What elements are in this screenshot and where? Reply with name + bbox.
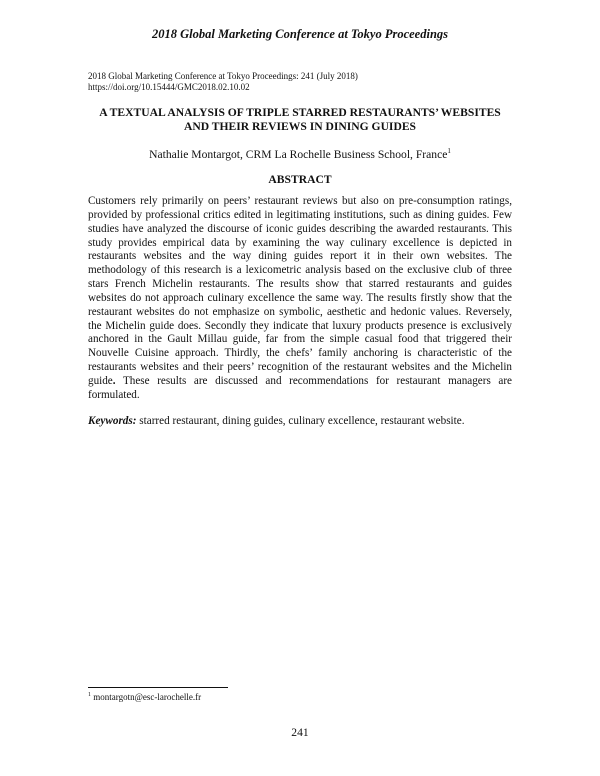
author-name: Nathalie Montargot, CRM La Rochelle Business School, France (149, 148, 448, 161)
paper-title-line-2: AND THEIR REVIEWS IN DINING GUIDES (183, 120, 417, 133)
citation-line: 2018 Global Marketing Conference at Tokyo Proceedings: 241 (July 2018) (88, 71, 358, 81)
footnote (88, 692, 201, 702)
keywords-text: starred restaurant, dining guides, culinary excellence, restaurant website. (136, 415, 465, 427)
abstract-heading: ABSTRACT (268, 173, 332, 186)
running-header: 2018 Global Marketing Conference at Tokyo Proceedings (151, 27, 449, 41)
footnote-email[interactable]: montargotn@esc-larochelle.fr (91, 692, 202, 702)
footnote-divider (88, 687, 228, 688)
paper-title (60, 106, 540, 134)
author-line (0, 147, 600, 161)
paper-title-line-1: A TEXTUAL ANALYSIS OF TRIPLE STARRED RESTAURANTS’ WEBSITES (99, 106, 501, 119)
footnote-mark: 1 (88, 692, 91, 698)
abstract-text: Customers rely primarily on peers’ restaurant reviews but also on pre-consumption ratings, provided by professional critics edited in legitimating institutions, such as dining guides. Few studies have analyzed the discourse of iconic guides describing the awarded restaurants. This study provides empirical data by examining the way culinary excellence is depicted in restaurants websites and the way dining guides report it in their own websites. The methodology of this research is a lexicometric analysis based on the exclusive club of three stars French Michelin restaurants. The results show that starred restaurants and guides websites do not approach culinary excellence the same way. The results firstly show that the restaurant websites do not emphasize on symbolic, aesthetic and hedonic values. Reversely, the Michelin guide does. Secondly they indicate that luxury products presence is exclusively anchored in the Gault Millau guide, far from the simple casual food that triggered their Nouvelle Cuisine approach. Thirdly, the chefs’ family anchoring is characteristic of the restaurants websites and their peers’ recognition of the restaurant websites and the Michelin guide (88, 195, 512, 387)
citation-block (88, 71, 358, 93)
keywords-label: Keywords: (88, 415, 137, 427)
author-footnote-mark: 1 (447, 147, 451, 155)
abstract-bold-period: . (112, 374, 116, 387)
keywords-line (88, 414, 512, 428)
abstract-body (88, 195, 512, 403)
page-number: 241 (291, 726, 309, 739)
abstract-text-end: These results are discussed and recommendations for restaurant managers are formulated. (88, 374, 512, 401)
doi-link[interactable]: https://doi.org/10.15444/GMC2018.02.10.02 (88, 82, 250, 92)
